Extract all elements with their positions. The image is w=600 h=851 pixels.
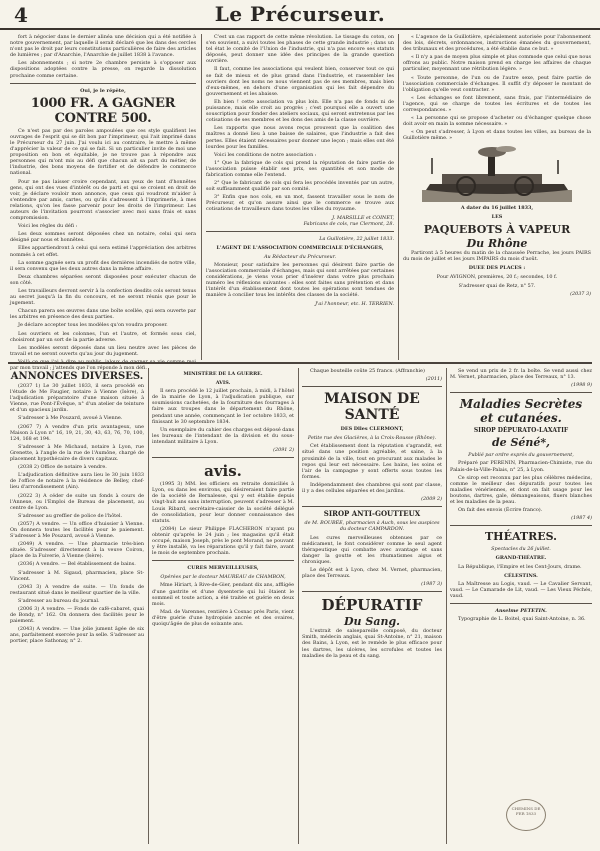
ministere-heading: MINISTÈRE DE LA GUERRE. <box>183 371 263 377</box>
avis-title: avis. <box>204 462 242 481</box>
signature: J. MARSILLE et COINET, <box>332 214 394 221</box>
top-ref: (1998 9) <box>571 382 592 389</box>
paragraph: Voici les conditions de notre association : <box>214 151 317 158</box>
masthead-bar <box>0 0 600 30</box>
paragraph: Mad. de Varennes, rentière à Cosnac près Paris, vient d'être guérie d'une hydropisie ancrée et des ovaires, quoiqu'âgée de plus de soixante ans. <box>152 608 294 627</box>
rule-item: Les deux sommes seront déposées chez un notaire, celui qui sera désigné par nous et honnêtes. <box>10 231 196 244</box>
annonce: (2067 7) A vendre d'un prix avantageux, une Maison à Lyon n° 16, 19, 21, 30, 43, 63, 76, 70, 100, 124, 168 et 194. <box>10 423 144 442</box>
paragraph: Ce n'est pas par des paroles ampoulées que ces style qualifient les ouvrages de l'esprit qui se dit bon par l'imprimeur, qui l'ait imprimé dans le Précurseur du 27 juin. J'ai voulu ici au contraire, le mettre à même d'apprécier la valeur de ce qui se fait. Si un particulier invite de moi une proposition en bon et équitable, je ne trouve pas à répondre aux personnes qui m'ont mis au défi que chacun ait sa part du métier, de l'industrie, des bons moyens de fortifier et de défendre le commerce national. <box>10 127 196 177</box>
rule-item: Elles appartiendront à celui qui sera estimé l'appréciation des arbitres nommés à cet effet. <box>10 245 196 258</box>
paragraph: Pour ne pas laisser croire cependant, aux yeux de tant d'honnêtes gens, qui ont des vues d'intérêt ou de parti et qui se croient en droit de voir, je déclare vouloir mon annonce, que ceux qui voudront m'aider à s'entendre par amis, cartes, ou qu'ils s'adressent à l'imprimerie, à mes relations, qu'on les fasse parvenir pour les droits de l'imprimeur. Les auteurs de l'invitation pourront s'associer avec moi sans frais et sans compromission. <box>10 178 196 222</box>
signature-line-2: Fabricans de cols, rue Clermont, 28. <box>303 220 394 227</box>
paragraph: Il sera procédé le 12 juillet prochain, à midi, à l'hôtel de la mairie de Lyon, à l'adjudication publique, sur soumissions cachetées, de la fourniture des fourrages à faire aux troupes dans le département du Rhône, pendant une année, commençant le 1er octobre 1833, et finissant le 30 septembre 1834. <box>152 388 294 425</box>
cures-subtitle: Opérées par le docteur MAUREAU de CHAMBON, <box>160 574 286 581</box>
condition-item: 2° Que le fabricant de cols qui fera les procédés inventés par un autre, soit suffisamment qualifié par son comité. <box>206 180 394 193</box>
ink-stamp: CHEMINS DE FER 1833 <box>506 799 546 831</box>
paragraph: Voici les règles du défi : <box>18 223 78 230</box>
paragraph: La République, l'Empire et les Cent-Jours, drame. <box>458 563 582 570</box>
depuratif-subtitle: Du Sang. <box>344 615 400 629</box>
avis-ref: (2091 2) <box>273 447 294 454</box>
paragraph: Ce sirop est reconnu par les plus célèbres médecins, comme le meilleur des dépuratifs pour toutes les maladies vénériennes, et dont on fait usage pour les boutons, dartres, gale, démangeaisons, fluers blanches et les maladies de la peau. <box>450 474 592 506</box>
divider <box>450 525 592 526</box>
rule-item: Les travailleurs devront servir à la confection desdits cols seront tenus au secret jusqu'à la fin du concours, et ne seront réunis que pour le jugement. <box>10 288 196 307</box>
paragraph: Chaque bouteille coûte 25 francs. (Affranchie) <box>310 368 425 374</box>
paragraph: Eh bien ! cette association va plus loin. Elle n'a pas de fonds ni de puissance, mais elle croit au progrès ; c'est pourquoi elle a ouvert une souscription pour fonder des ateliers sociaux, qui seront entretenus par les cotisations de ses membres et les dons des amis de la classe ouvrière. <box>206 98 394 124</box>
condition-item: 3° Enfin que nos cols, en un mot, fassent travailler sous le nom de Précurseur, et qu'on assure ainsi que le commerce se trouve aux cotisations de travailleurs dans toutes les villes du royaume. <box>206 194 394 213</box>
rule-item: Les ouvriers et les colonnes, l'un et l'autre, et formés sous ciel, choisiront par un sort de la partie adverse. <box>10 330 196 343</box>
annonce: S'adresser au bureau du journal. <box>18 597 100 604</box>
headline-1000fr: 1000 FR. A GAGNER CONTRE 500. <box>30 95 176 126</box>
grand-theatre-heading: GRAND-THÉATRE. <box>495 555 547 562</box>
rule-item: Je déclare accepter tous les modèles qu'on voudra proposer. <box>18 322 168 329</box>
maladies-title: Maladies Secrètes <box>459 397 583 412</box>
column-2 <box>206 34 394 360</box>
divider <box>206 231 394 232</box>
spectacles-date: Spectacles du 26 juillet. <box>491 546 551 553</box>
boat-les: LES <box>491 213 503 220</box>
divider <box>302 506 442 507</box>
annonce: S'adresser au greffier de police de l'hôtel. <box>18 512 123 519</box>
annonce: (2043) A vendre. — Une jolie jument âgée de six ans, parfaitement exercée pour la selle. S'adresser au portier, place Sathonay, n° 2. <box>10 626 144 645</box>
maison-title: MAISON DE SANTÉ <box>324 391 420 424</box>
rule-item: Deux chambres séparées seront disposées pour exécuter chacun de son côté. <box>10 273 196 286</box>
sirop-ref: (1987 4) <box>571 515 592 522</box>
paragraph: « Toute personne, de l'un ou de l'autre sexe, peut faire partie de l'association commerciale d'échanges. Il suffit d'y déposer le montant de l'obligation qu'elle veut contracter. » <box>403 74 591 93</box>
paragraph: Il faut, comme les associations qui veulent bien, conserver tout ce qui se fait de mieux et de plus grand dans l'industrie, et rassembler les ouvriers dont les noms ne nous viennent pas de ses membres, mais bien d'eux-mêmes, en dehors d'une organisation qui les fait dépendre du gouvernement et les abaisse. <box>206 66 394 97</box>
boat-departure: Partiront à 5 heures du matin de la chaussée Perrache, les jours PAIRS du mois de juillet et les jours IMPAIRS du mois d'août. <box>403 249 591 262</box>
masthead-title: Le Précurseur. <box>214 2 386 26</box>
paragraph: « La personne qui se propose d'acheter ou d'échanger quelque chose doit avoir en main la somme nécessaire. » <box>403 115 591 128</box>
annonce: L'adjudication définitive aura lieu le 30 juin 1833 de l'office de notaire à la résidence de Belley, chef-lieu d'arrondissement (Ain). <box>10 472 144 491</box>
intro-paragraph: fort à négocier dans le dernier alinéa une décision qui a été notifiée à notre gouvernement, par laquelle il serait déclaré que les dans des cercles n'ont pas le droit par leurs constitutions particulières de faire des articles de lumières ; par d'Anarchie, l'Anarchie de juillet 1838 à l'avance. <box>10 34 196 59</box>
paragraph: Se vend un prix de 2 fr. la boîte. Se vend aussi chez M. Vernet, pharmacien, place des Terreaux, n° 13. <box>450 368 592 381</box>
annonces-title: ANNONCES DIVERSES. <box>10 371 144 382</box>
paragraph: « On peut s'adresser, à Lyon et dans toutes les villes, au bureau de la Guillotière même. » <box>403 129 591 142</box>
annonce: (2038 2) Office de notaire à vendre. <box>18 464 107 471</box>
paragraph: « L'agence de la Guillotière, spécialement autorisée pour l'abonnement des lois, décrets, ordonnances, instructions émanées du gouvernement, des tribunaux et des procédures, a été établie dans ce but. » <box>403 34 591 53</box>
paragraph: C'est un cas rapport de cette même révolution. Le tissage du coton, on s'en souvient, a suivi toutes les phases de cette grande industrie ; dans un tel état le comité de l'Union de l'industrie, qui n'a pas encore ses statuts déposés, peut donner une idée des principes de la grande question ouvrière. <box>206 34 394 65</box>
divider <box>152 560 294 561</box>
paragraph: Mme Hiriart, à Rive-de-Gier, pendant dix ans, affligée d'une gastrite et d'une dysenterie qui lui ôtaient le sommeil et toute action, a été traitée et guérie en deux mois. <box>152 582 294 607</box>
paragraph: Les cures merveilleuses obtenues par ce médicament, le font considérer comme le seul agent thérapeutique qui combatte avec avantage et sans danger la goutte et les rhumatismes aigus et chroniques. <box>302 534 442 565</box>
agent-signature: J'ai l'honneur, etc. H. TERRIEN. <box>315 300 394 307</box>
annonce: (2049) A vendre. — Une pharmacie très-bien située. S'adresser directement à la veuve Coiron, place de la Fuiverie, à Vienne (Isère). <box>10 541 144 560</box>
paragraph: On fait des envois (Écrire franco). <box>458 507 543 514</box>
column-rule <box>446 368 447 844</box>
condition-item: 1° Que la fabrique de cols qui prend la réputation de faire partie de l'association puisse établir ses prix, ses quantités et son mode de fabrication comme elle l'entend. <box>206 159 394 178</box>
boat-title: PAQUEBOTS À VAPEUR <box>423 222 571 236</box>
maison-ref: (2009 2) <box>421 496 442 503</box>
lower-column-2 <box>152 368 294 844</box>
annonce: (2036) A vendre. — Bel établissement de bains. <box>18 561 136 568</box>
rule-item: Les modèles seront déposés dans un lieu neutre avec les pièces de travail et ne seront ouverts qu'au jour du jugement. <box>10 344 196 357</box>
sirop-depurato-subtitle: de Séné*, <box>491 436 551 450</box>
agent-subtitle: Au Rédacteur du Précurseur. <box>264 253 336 260</box>
column-3 <box>403 34 591 360</box>
lower-column-1 <box>10 368 144 844</box>
paragraph: Cet établissement dont la réputation s'agrandit, est situé dans une position agréable, et saine, à la proximité de la ville, tout en procurant aux malades le repos qui leur est nécessaire. Les bains, les soins et l'air de la campagne y sont offerts sous toutes les formes. <box>302 443 442 480</box>
publie-line: Publié par ordre exprès du gouvernement, <box>468 452 574 459</box>
sirop-subtitle: de M. BOUBÉE, pharmacien à Auch, sous les auspices du docteur CAMPARDON. <box>304 520 440 533</box>
rule-item: Chacun parera ses œuvres dans une boîte scellée, qui sera ouverte par les arbitres en présence des deux parties. <box>10 308 196 321</box>
dateline: La Guillotière, 22 juillet 1833. <box>319 235 394 242</box>
paragraph: Monsieur, pour satisfaire les personnes qui désirent faire partie de l'association commerciale d'échanges, mais qui sont arrêtées par certaines considérations, je viens vous prier d'insérer dans votre plus prochain numéro les réflexions suivantes : elles sont faites sans prétention et dans l'intérêt d'un établissement dont toutes les opérations sont tendues de manière à concilier tous les intérêts des classes de la société. <box>206 262 394 299</box>
annonce: (2043 3) A vendre de suite. — Un fonds de restaurant situé dans le meilleur quartier de la ville. <box>10 583 144 596</box>
sirop-depurato-title: SIROP DÉPURATO-LAXATIF <box>473 427 569 435</box>
column-rule <box>298 368 299 844</box>
rule-item: par mon travail ; j'attends que l'on réponde à mon défi. <box>10 365 147 372</box>
gerant-name: Anselme PETETIN. <box>495 607 547 614</box>
chapeau-ref: (2011) <box>425 376 442 383</box>
paragraph: (1995 3) MM. les officiers en retraite domiciliés à Lyon, ou dans les environs, qui désireraient faire partie de la société de Bernalesse, qui y est établie depuis vingt-huit ans sans interruption, peuvent s'adresser à M. Louis Ribard, secrétaire-caissier de la société délégué de consolidation, pour leur donner connaissance des statuts. <box>152 481 294 524</box>
oui-line: Oui, je le répète, <box>80 87 126 94</box>
divider <box>302 591 442 592</box>
agent-title: L'AGENT DE L'ASSOCIATION COMMERCIALE D'ÉCHANGES, <box>216 244 384 251</box>
lower-column-3 <box>302 368 442 844</box>
annonce: (2022 3) A céder de suite un fonds à cours de l'Annexe, ou l'Emploi de Bureau de placement, au centre de Lyon. <box>10 492 144 511</box>
column-1 <box>10 34 196 372</box>
boat-date: A dater du 16 juillet 1833, <box>460 204 534 211</box>
sirop-ref: (1987 3) <box>421 581 442 588</box>
imprimerie-line: Typographie de L. Boitel, quai Saint-Antoine, n. 36. <box>458 616 586 623</box>
paragraph: (2084) Le sieur Philippe FLACHERON n'ayant pu obtenir qu'après le 24 juin ; les magasins qu'il était occupé, maison Joseph, près le pont Morand, ne pouvant y être installé, va les réparations qu'il y fait faire, avant le mois de septembre prochain. <box>152 525 294 557</box>
divider <box>152 457 294 458</box>
annonce: S'adresser à Me Michaud, notaire à Lyon, rue Grenette, à l'angle de la rue de l'Aumône, chargé de placement hypothécaire de divers capitaux. <box>10 443 144 463</box>
annonce: (2037 1) Le 30 juillet 1833, il sera procédé en l'étude de Me Faugier, notaire à Vienne (Isère), à l'adjudication préparatoire d'une maison située à Vienne, rue Pont-l'Évêque, n° d'un atelier de teinture et d'un spacieux jardin. <box>10 383 144 414</box>
maison-address: Petite rue des Glacières, à la Croix-Rousse (Rhône). <box>307 435 437 442</box>
sirop-title: SIROP ANTI-GOUTTEUX <box>323 509 421 519</box>
boat-ref: (2037 3) <box>570 291 591 298</box>
paragraph: Indépendamment des chambres qui sont par classe, il y a des cellules séparées et des jardins. <box>302 481 442 495</box>
column-rule <box>201 34 202 360</box>
annonce: (2006 3) A vendre. — Fonds de café-cabaret, quai de Bondy, n° 162. On donnera des facilités pour le paiement. <box>10 606 144 625</box>
depuratif-title: DÉPURATIF <box>321 596 423 615</box>
paragraph: Un exemplaire du cahier des charges est déposé dans les bureaux de l'intendant de la division et du sous-intendant militaire à Lyon. <box>152 426 294 445</box>
maladies-subtitle: et cutanées. <box>480 411 562 426</box>
paragraph: L'extrait de salsepareille composé, du docteur Smith, médecin anglais, quai St-Antoine, n° 21, maison des Bains, à Lyon, est le remède le plus efficace pour les dartres, les ulcères, les scrofules et toutes les maladies de la peau et du sang. <box>302 628 442 659</box>
paragraph: Préparé par PERENIN, Pharmacien-Chimiste, rue du Palais-de-la-Ville-Palais, n° 25, à Lyon. <box>450 460 592 473</box>
page-number: 4 <box>14 3 28 27</box>
maison-subtitle: DES Dlles CLERMONT, <box>340 426 404 433</box>
steamboat-illustration <box>422 146 572 202</box>
boat-contact: S'adresser quai de Retz, n° 57. <box>458 283 536 290</box>
theatres-title: THÉATRES. <box>485 530 557 544</box>
annonce: S'adresser à M. Sigaud, pharmacien, place St-Vincent. <box>10 569 144 582</box>
paragraph: « Il n'y a pas de moyen plus simple et plus commode que celui que nous offrons au public. Notre maison prend en charge les affaires de chaque particulier, moyennant une rétribution légère. » <box>403 54 591 73</box>
column-rule <box>398 34 399 360</box>
annonce: (2057) A vendre. — Un office d'huissier à Vienne. On donnera toutes les facilités pour le paiement. S'adresser à Me Pouzard, avoué à Vienne. <box>10 520 144 540</box>
annonce: S'adresser à Me Pouzard, avoué à Vienne. <box>18 415 123 422</box>
divider <box>450 392 592 393</box>
column-rule <box>148 368 149 844</box>
celestins-heading: CÉLESTINS. <box>504 572 538 579</box>
paragraph: La Maîtresse au Logis, vaud. — Le Cavalier Servant, vaud. — Le Camarade de Lit, vaud. — Les Vieux Péchés, vaud. <box>450 580 592 599</box>
divider <box>450 603 592 604</box>
avis-heading: AVIS. <box>215 380 231 387</box>
paragraph: Les abonnements ; si notre 2e chambre persiste à s'opposer aux dispositions adoptées contre la presse, on regarde la dissolution prochaine comme certaine. <box>10 60 196 79</box>
paragraph: Les rapports que nous avons reçus prouvent que la coalition des maîtres a donné lieu à une baisse de salaires, que l'industrie a fait des pertes. Elles étaient nécessaires pour donner une leçon ; mais elles ont été lourdes pour les familles. <box>206 125 394 150</box>
boat-prices-head: DUEE DES PLACES : <box>468 264 526 271</box>
section-rule <box>8 362 592 364</box>
lower-column-4 <box>450 368 592 844</box>
divider <box>302 386 442 387</box>
paragraph: « Les échanges se font librement, sans frais, par l'intermédiaire de l'agence, qui se charge de toutes les écritures et de toutes les correspondances. » <box>403 94 591 114</box>
paragraph: Le dépôt est à Lyon, chez M. Vernet, pharmacien, place des Terreaux. <box>302 566 442 580</box>
divider <box>10 83 196 84</box>
cures-title: CURES MERVEILLEUSES, <box>187 565 259 572</box>
rule-item: La somme gagnée sera un profit des dernières incendiés de notre ville, il sera convenu que les deux autres dans la même affaire. <box>10 259 196 272</box>
boat-rhone: Du Rhône <box>466 236 528 250</box>
boat-prices: Pour AVIGNON, premières, 20 f.; secondes, 10 f. <box>436 273 558 280</box>
